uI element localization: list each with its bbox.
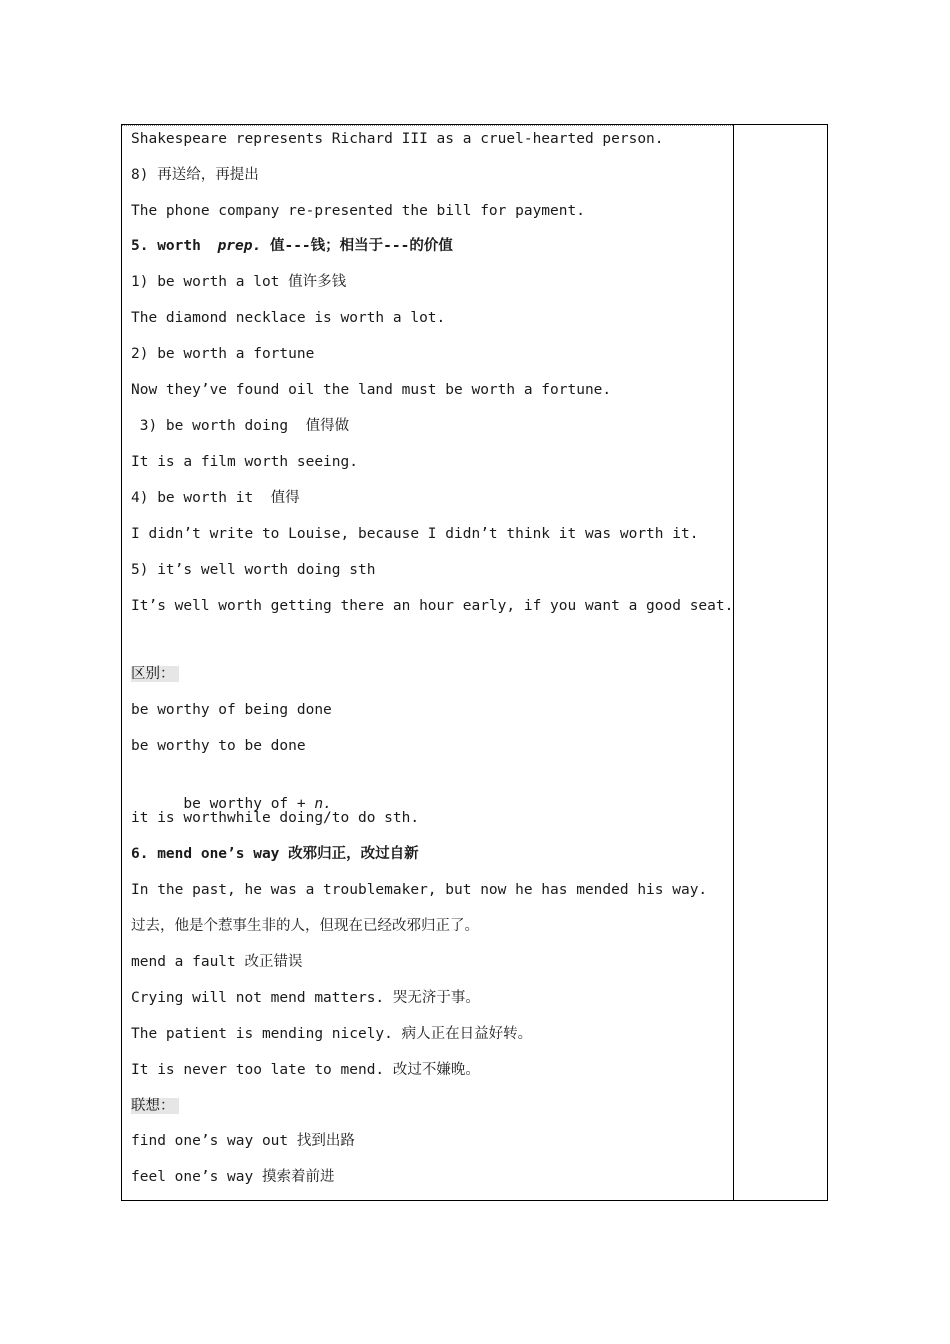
entry-term: 5. worth	[131, 238, 201, 254]
usage-item: it is worthwhile doing/to do sth.	[131, 810, 420, 826]
example-sentence: In the past, he was a troublemaker, but now he has mended his way.	[131, 882, 708, 898]
association-label: 联想：	[131, 1098, 179, 1114]
example-sentence: It is a film worth seeing.	[131, 454, 358, 470]
example-sentence: I didn’t write to Louise, because I didn’t think it was worth it.	[131, 526, 699, 542]
example-sentence: Shakespeare represents Richard III as a cruel-hearted person.	[131, 131, 664, 147]
example-sentence: The patient is mending nicely. 病人正在日益好转。	[131, 1026, 533, 1042]
section-label	[131, 1095, 179, 1117]
usage-item: be worthy of being done	[131, 702, 332, 718]
section-label	[131, 663, 179, 685]
usage-item: find one’s way out 找到出路	[131, 1133, 355, 1149]
translation: 过去，他是个惹事生非的人，但现在已经改邪归正了。	[131, 918, 479, 934]
side-column	[733, 125, 829, 1200]
entry-meaning: 值---钱；相当于---的价值	[269, 238, 453, 254]
usage-item	[131, 771, 332, 812]
example-sentence: Now they’ve found oil the land must be worth a fortune.	[131, 382, 612, 398]
usage-item: 1) be worth a lot 值许多钱	[131, 274, 347, 290]
page-table	[121, 124, 828, 1201]
usage-item: be worthy to be done	[131, 738, 306, 754]
usage-item: feel one’s way 摸索着前进	[131, 1169, 335, 1185]
example-sentence: It’s well worth getting there an hour early, if you want a good seat.	[131, 598, 734, 614]
example-sentence: The phone company re-presented the bill for payment.	[131, 203, 585, 219]
usage-item: 5) it’s well worth doing sth	[131, 562, 376, 578]
entry-heading: 6. mend one’s way 改邪归正，改过自新	[131, 846, 419, 862]
example-sentence: The diamond necklace is worth a lot.	[131, 310, 446, 326]
usage-item: 4) be worth it 值得	[131, 490, 300, 506]
distinction-label: 区别：	[131, 666, 179, 682]
sense-heading: 8) 再送给，再提出	[131, 167, 259, 183]
noun-abbrev: n.	[314, 796, 332, 812]
usage-item: 3) be worth doing 值得做	[131, 418, 350, 434]
entry-heading	[131, 235, 453, 257]
usage-item-text: be worthy of +	[183, 796, 315, 812]
part-of-speech: prep.	[217, 238, 262, 254]
example-sentence: Crying will not mend matters. 哭无济于事。	[131, 990, 480, 1006]
top-dotted-rule	[122, 125, 733, 126]
usage-item: mend a fault 改正错误	[131, 954, 303, 970]
usage-item: 2) be worth a fortune	[131, 346, 315, 362]
example-sentence: It is never too late to mend. 改过不嫌晚。	[131, 1062, 480, 1078]
